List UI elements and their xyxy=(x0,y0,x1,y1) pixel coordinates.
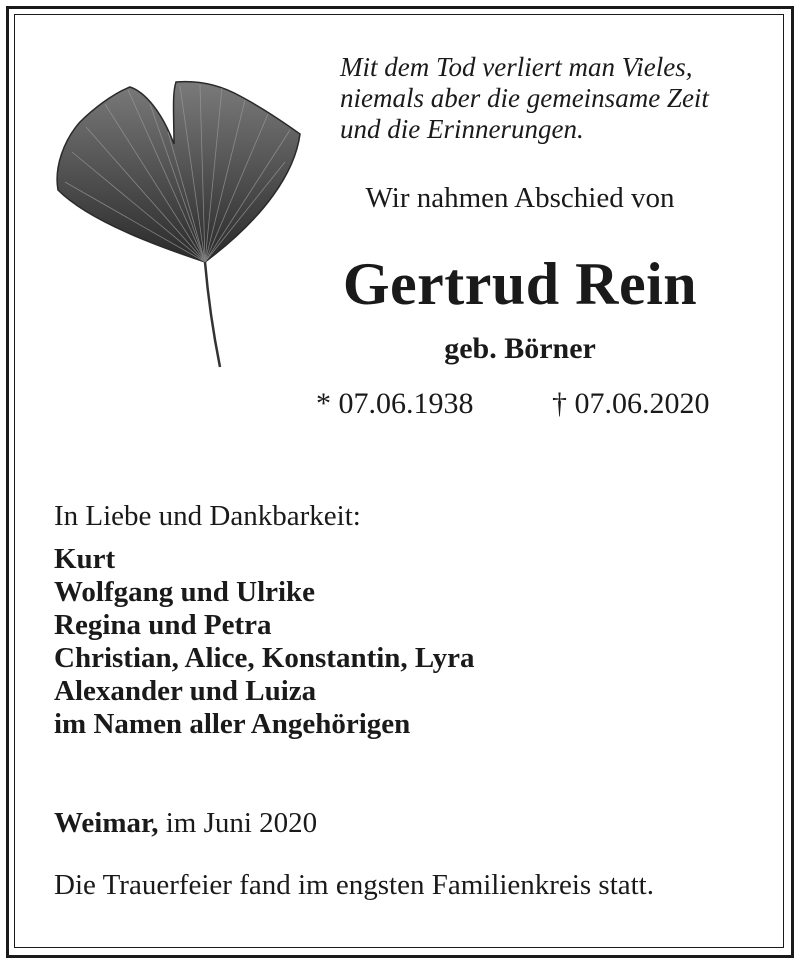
death-date: † 07.06.2020 xyxy=(552,387,710,420)
mourner-line: Christian, Alice, Konstantin, Lyra xyxy=(54,642,475,674)
mourner-line: Kurt xyxy=(54,543,116,575)
birth-date: * 07.06.1938 xyxy=(316,387,474,420)
motto-line: Mit dem Tod verliert man Vieles, xyxy=(340,52,693,82)
motto-line: niemals aber die gemeinsame Zeit xyxy=(340,83,709,113)
maiden-name-text: geb. Börner xyxy=(444,332,596,365)
mourner-line: Alexander und Luiza xyxy=(54,675,317,707)
place-date xyxy=(54,807,317,840)
date-text: im Juni 2020 xyxy=(158,807,318,839)
ginkgo-leaf-icon xyxy=(50,72,310,372)
motto-line: und die Erinnerungen. xyxy=(340,114,584,144)
motto-quote xyxy=(340,52,709,145)
funeral-note: Die Trauerfeier fand im engsten Familienkreis statt. xyxy=(54,869,654,901)
mourner-line: im Namen aller Angehörigen xyxy=(54,708,411,740)
mourners-list xyxy=(54,543,475,741)
intro-text: Wir nahmen Abschied von xyxy=(365,182,675,214)
mourner-line: Regina und Petra xyxy=(54,609,272,641)
mourner-line: Wolfgang und Ulrike xyxy=(54,576,316,608)
place-name: Weimar, xyxy=(54,807,159,839)
deceased-name-text: Gertrud Rein xyxy=(342,251,698,317)
thanks-heading: In Liebe und Dankbarkeit: xyxy=(54,500,361,532)
